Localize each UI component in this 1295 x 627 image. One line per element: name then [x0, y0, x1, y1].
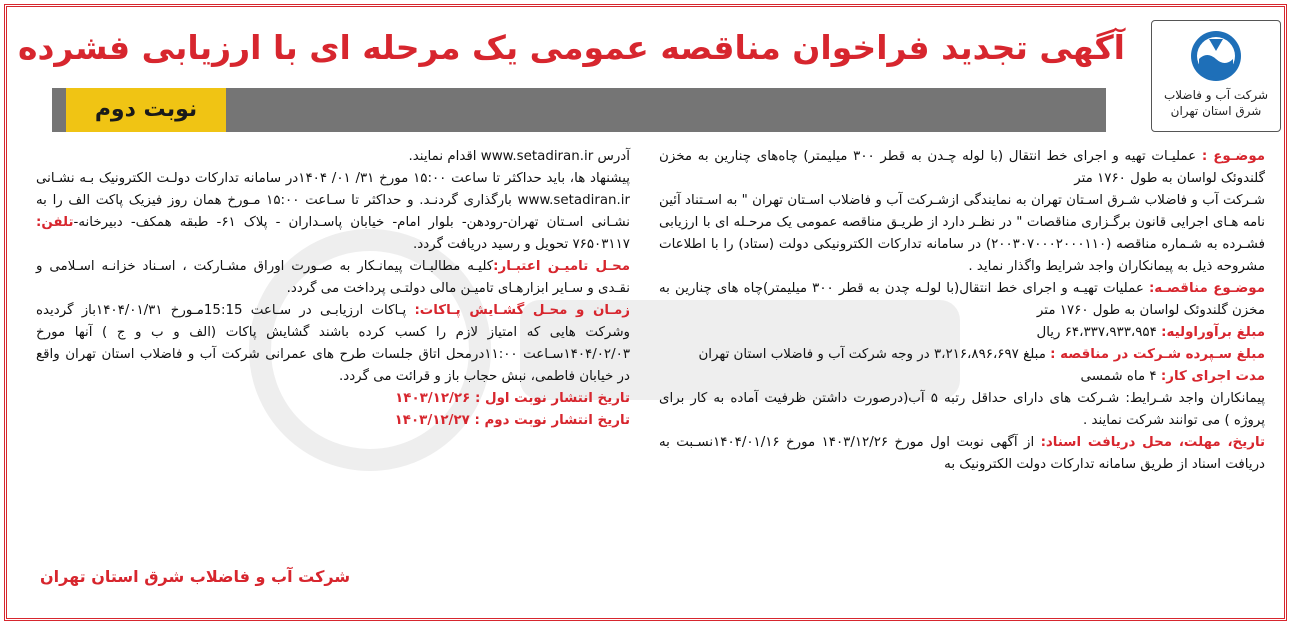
submission-text: پیشنهاد ها، باید حداکثر تا ساعت ۱۵:۰۰ مورخ ۳۱/ ۰۱/ ۱۴۰۴در سامانه تدارکات دولـت الکترونیک بـه نشـانی www.setadiran.ir بارگذاری گردنـد. و حداکثر تا سـاعت ۱۵:۰۰ مـورخ همان روز فیزیک پاکت الف را به نشـانی اسـتان تهران-رودهن- بلوار امام- خیابان پاسـداران - پلاک ۶۱- طبقه همکف- دبیرخانه- — [36, 171, 631, 230]
opening-label: زمـان و محـل گشـایش پـاکات: — [414, 303, 630, 318]
subject-label: موضـوع : — [1201, 149, 1266, 164]
logo-company-line1: شرکت آب و فاضلاب — [1163, 88, 1269, 102]
second-pub-date: ۱۴۰۳/۱۲/۲۷ — [394, 413, 475, 428]
second-pub-label: تاریخ انتشار نوبت دوم : — [474, 413, 630, 428]
funding-text: کلیـه مطالبـات پیمانـکار به صـورت اوراق مشـارکت ، اسـناد خزانـه اسـلامی و نقـدی و سـایر ابزارهـای تامیـن مالی دولتـی پرداخت می گردد. — [36, 259, 630, 296]
funding-paragraph — [36, 256, 630, 300]
duration-label: مدت اجرای کار: — [1160, 369, 1265, 384]
funding-label: محـل تامیـن اعتبـار: — [493, 259, 631, 274]
first-publication — [36, 388, 630, 410]
estimate-text: ۶۴،۳۳۷،۹۳۳،۹۵۴ ریال — [1036, 325, 1162, 340]
duration-text: ۴ ماه شمسی — [1080, 369, 1161, 384]
address-paragraph: آدرس www.setadiran.ir اقدام نمایند. — [408, 149, 630, 164]
tender-subject-label: موضـوع مناقصـه: — [1148, 281, 1265, 296]
docs-text: از آگهی نوبت اول مورخ ۱۴۰۳/۱۲/۲۶ مورخ ۱۴۰۴/۰۱/۱۶نسـبت به دریافت اسناد از طریق سامانه تدارکات دولت الکترونیک به — [659, 435, 1265, 472]
intro-paragraph: شـرکت آب و فاضلاب شـرق اسـتان تهران به نمایندگی ازشـرکت آب و فاضلاب اسـتان تهران " به اسـتناد آئین نامه هـای اجرایی قانون برگـزاری مناقصات " در نظـر دارد از طریـق مناقصه عمومی یک مرحـله ای با ارزیابی فشـرده به شـماره مناقصه (۲۰۰۳۰۷۰۰۰۲۰۰۰۱۱۰) در سامانه تدارکات الکترونیکی دولت (ستاد) را با اطلاعات مشروحه ذیل به پیمانکاران واجد شرایط واگذار نماید . — [659, 193, 1265, 274]
first-pub-date: ۱۴۰۳/۱۲/۲۶ — [395, 391, 475, 406]
submission-paragraph — [36, 168, 630, 256]
opening-paragraph — [36, 300, 630, 388]
estimate-paragraph — [659, 322, 1265, 344]
left-column — [36, 146, 630, 432]
first-pub-label: تاریخ انتشار نوبت اول : — [474, 391, 630, 406]
phone-text: ۷۶۵۰۳۱۱۷ تحویل و رسید دریافت گردد. — [413, 237, 630, 252]
logo-company-line2: شرق استان تهران — [1170, 104, 1262, 118]
phone-label: تلفن: — [36, 215, 74, 230]
company-logo — [1151, 20, 1281, 132]
water-drop-logo-icon — [1189, 29, 1243, 83]
subject-paragraph — [659, 146, 1265, 190]
right-column — [659, 146, 1265, 476]
deposit-paragraph — [659, 344, 1265, 366]
round-badge: نوبت دوم — [66, 88, 226, 132]
second-publication — [36, 410, 630, 432]
opening-text: پـاکات ارزیابـی در سـاعت 15:15مـورخ ۱۴۰۴/۰۱/۳۱باز گردیده وشرکت هایی که امتیاز لازم را کسب کرده باشند گشایش پاکات (الف و ب و ج ) آنها مورخ ۱۴۰۴/۰۲/۰۳سـاعت ۱۱:۰۰درمحل اتاق جلسات طرح های عمرانی شرکت آب و فاضلاب استان تهران واقع در خیابان فاطمی، نبش حجاب باز و قرائت می گردد. — [36, 303, 631, 384]
tender-subject-paragraph — [659, 278, 1265, 322]
subject-text: عملیـات تهیه و اجرای خط انتقال (با لوله چـدن به قطر ۳۰۰ میلیمتر) چاه‌های چنارین به مخزن گلندوئک لواسان به طول ۱۷۶۰ متر — [659, 149, 1265, 186]
duration-paragraph — [659, 366, 1265, 388]
docs-paragraph — [659, 432, 1265, 476]
ad-title: آگهی تجدید فراخوان مناقصه عمومی یک مرحله ای با ارزیابی فشرده — [18, 28, 1125, 67]
eligibility-paragraph: پیمانکاران واجد شـرایط: شـرکت های دارای حداقل رتبه ۵ آب(درصورت داشتن ظرفیت آماده به کار برای پروژه ) می توانند شرکت نمایند . — [659, 391, 1265, 428]
deposit-text: مبلغ ۳،۲۱۶،۸۹۶،۶۹۷ در وجه شرکت آب و فاضلاب استان تهران — [698, 347, 1051, 362]
footer-company: شرکت آب و فاضلاب شرق استان تهران — [40, 567, 351, 586]
tender-subject-text: عملیات تهیـه و اجرای خط انتقال(با لولـه چدن به قطر ۳۰۰ میلیمتر)چاه های چنارین به مخزن گلندوئک لواسان به طول ۱۷۶۰ متر — [659, 281, 1265, 318]
docs-label: تاریخ، مهلت، محل دریافت اسناد: — [1040, 435, 1266, 450]
deposit-label: مبلغ سـپرده شـرکت در مناقصه : — [1050, 347, 1265, 362]
estimate-label: مبلغ برآوراولیه: — [1161, 325, 1265, 340]
